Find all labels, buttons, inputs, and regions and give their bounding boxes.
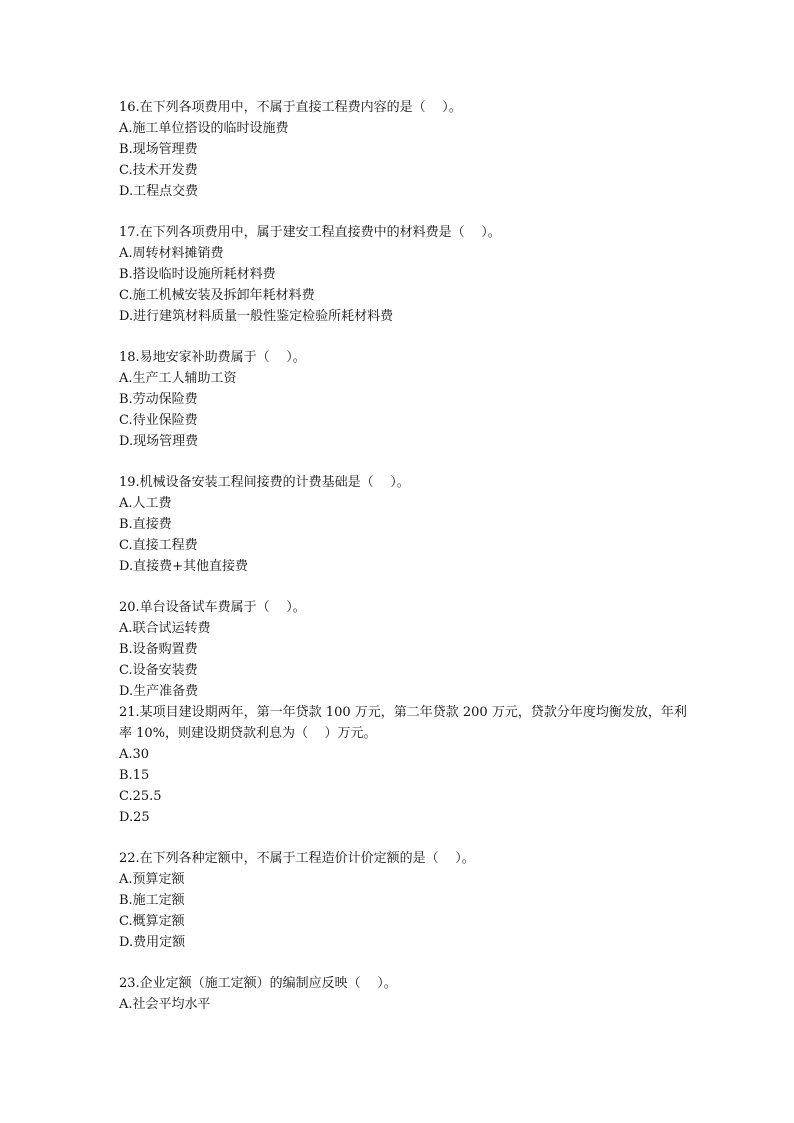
question-stem: 23.企业定额（施工定额）的编制应反映（ ）。 — [119, 976, 397, 991]
spacer — [119, 577, 689, 597]
question-stem: 22.在下列各种定额中，不属于工程造价计价定额的是（ ）。 — [119, 851, 475, 866]
option-d: D.直接费+其他直接费 — [119, 559, 248, 574]
option-d: D.生产准备费 — [119, 684, 199, 699]
option-d: D.25 — [119, 810, 150, 825]
option-c: C.设备安装费 — [119, 663, 198, 678]
question-stem: 16.在下列各项费用中，不属于直接工程费内容的是（ ）。 — [119, 100, 462, 115]
option-b: B.劳动保险费 — [119, 392, 198, 407]
option-b: B.15 — [119, 768, 150, 783]
option-c: C.直接工程费 — [119, 538, 198, 553]
option-a: A.生产工人辅助工资 — [119, 371, 237, 386]
question-23 — [119, 973, 689, 1015]
option-c: C.25.5 — [119, 789, 162, 804]
option-b: B.现场管理费 — [119, 142, 198, 157]
spacer — [119, 828, 689, 848]
option-d: D.工程点交费 — [119, 184, 199, 199]
question-stem: 17.在下列各项费用中，属于建安工程直接费中的材料费是（ ）。 — [119, 225, 501, 240]
question-21 — [119, 702, 689, 828]
question-19 — [119, 472, 689, 577]
question-stem: 21.某项目建设期两年，第一年贷款 100 万元，第二年贷款 200 万元，贷款分年度均衡发放，年利率 10%，则建设期贷款利息为（ ）万元。 — [119, 705, 687, 741]
question-stem: 18.易地安家补助费属于（ ）。 — [119, 350, 306, 365]
spacer — [119, 452, 689, 472]
question-16 — [119, 97, 689, 202]
question-stem: 19.机械设备安装工程间接费的计费基础是（ ）。 — [119, 475, 410, 490]
option-c: C.施工机械安装及拆卸年耗材料费 — [119, 288, 315, 303]
spacer — [119, 953, 689, 973]
option-b: B.设备购置费 — [119, 642, 198, 657]
question-18 — [119, 347, 689, 452]
option-d: D.现场管理费 — [119, 434, 199, 449]
option-a: A.预算定额 — [119, 872, 185, 887]
option-b: B.搭设临时设施所耗材料费 — [119, 267, 276, 282]
option-d: D.费用定额 — [119, 935, 186, 950]
spacer — [119, 327, 689, 347]
option-a: A.联合试运转费 — [119, 621, 211, 636]
option-b: B.施工定额 — [119, 893, 185, 908]
spacer — [119, 202, 689, 222]
option-c: C.概算定额 — [119, 914, 185, 929]
option-d: D.进行建筑材料质量一般性鉴定检验所耗材料费 — [119, 309, 394, 324]
option-a: A.人工费 — [119, 496, 172, 511]
option-c: C.待业保险费 — [119, 413, 198, 428]
question-17 — [119, 222, 689, 327]
option-a: A.周转材料摊销费 — [119, 246, 224, 261]
option-b: B.直接费 — [119, 517, 172, 532]
question-stem: 20.单台设备试车费属于（ ）。 — [119, 600, 306, 615]
question-20 — [119, 597, 689, 702]
document-page — [119, 97, 689, 1015]
option-a: A.30 — [119, 747, 150, 762]
option-c: C.技术开发费 — [119, 163, 198, 178]
option-a: A.社会平均水平 — [119, 997, 211, 1012]
question-22 — [119, 848, 689, 953]
option-a: A.施工单位搭设的临时设施费 — [119, 121, 289, 136]
